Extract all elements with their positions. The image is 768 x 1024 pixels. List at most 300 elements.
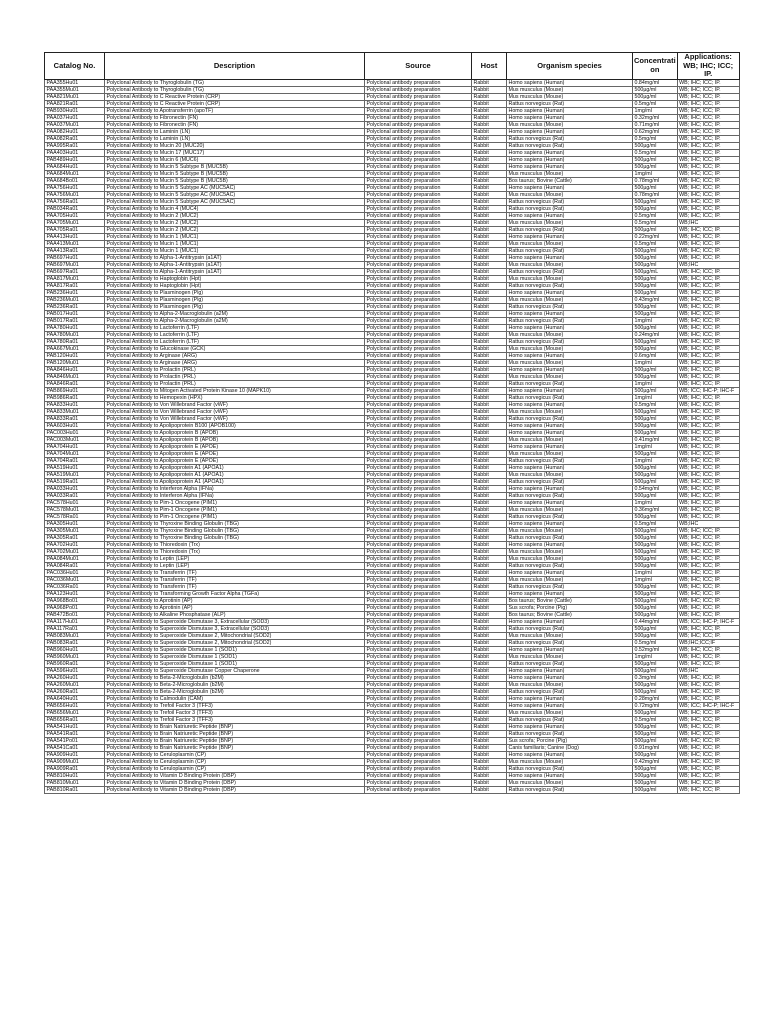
catalog-no-cell: PAA833Mu01 xyxy=(45,408,105,415)
description-cell: Polyclonal Antibody to Thyroxine Binding Globulin (TBG) xyxy=(105,527,365,534)
host-cell: Rabbit xyxy=(472,177,507,184)
host-cell: Rabbit xyxy=(472,625,507,632)
table-row xyxy=(45,142,740,149)
description-cell: Polyclonal Antibody to Trefoil Factor 3 (TFF3) xyxy=(105,716,365,723)
concentration-cell: 500µg/ml xyxy=(633,261,678,268)
catalog-no-cell: PAA821Mu01 xyxy=(45,93,105,100)
applications-cell: WB; IHC; ICC; IP. xyxy=(677,359,739,366)
host-cell: Rabbit xyxy=(472,478,507,485)
catalog-no-cell: PAA082Hu01 xyxy=(45,128,105,135)
concentration-cell: 0.36mg/ml xyxy=(633,506,678,513)
host-cell: Rabbit xyxy=(472,135,507,142)
source-cell: Polyclonal antibody preparation xyxy=(365,709,472,716)
table-row xyxy=(45,100,740,107)
host-cell: Rabbit xyxy=(472,520,507,527)
source-cell: Polyclonal antibody preparation xyxy=(365,373,472,380)
catalog-no-cell: PAA968Bo01 xyxy=(45,597,105,604)
organism-species-cell: Rattus norvegicus (Rat) xyxy=(507,786,633,793)
host-cell: Rabbit xyxy=(472,149,507,156)
table-row xyxy=(45,765,740,772)
source-cell: Polyclonal antibody preparation xyxy=(365,86,472,93)
table-row xyxy=(45,730,740,737)
concentration-cell: 500µg/ml xyxy=(633,660,678,667)
host-cell: Rabbit xyxy=(472,513,507,520)
concentration-cell: 0.5mg/ml xyxy=(633,240,678,247)
organism-species-cell: Mus musculus (Mouse) xyxy=(507,219,633,226)
description-cell: Polyclonal Antibody to Transforming Growth Factor Alpha (TGFa) xyxy=(105,590,365,597)
organism-species-cell: Homo sapiens (Human) xyxy=(507,107,633,114)
concentration-cell: 500µg/ml xyxy=(633,597,678,604)
description-cell: Polyclonal Antibody to Alpha-2-Macroglobulin (a2M) xyxy=(105,310,365,317)
organism-species-cell: Rattus norvegicus (Rat) xyxy=(507,730,633,737)
applications-cell: WB; IHC; ICC; IP. xyxy=(677,380,739,387)
host-cell: Rabbit xyxy=(472,254,507,261)
concentration-cell: 0.78mg/ml xyxy=(633,177,678,184)
applications-cell: WB; IHC; ICC; IP. xyxy=(677,534,739,541)
host-cell: Rabbit xyxy=(472,590,507,597)
catalog-no-cell: PAC036Mu01 xyxy=(45,576,105,583)
organism-species-cell: Rattus norvegicus (Rat) xyxy=(507,639,633,646)
table-row xyxy=(45,625,740,632)
description-cell: Polyclonal Antibody to Pim-1 Oncogene (PIM1) xyxy=(105,499,365,506)
source-cell: Polyclonal antibody preparation xyxy=(365,219,472,226)
host-cell: Rabbit xyxy=(472,653,507,660)
table-row xyxy=(45,219,740,226)
host-cell: Rabbit xyxy=(472,667,507,674)
catalog-no-cell: PAC578Hu01 xyxy=(45,499,105,506)
applications-cell: WB; IHC; ICC; IP. xyxy=(677,744,739,751)
source-cell: Polyclonal antibody preparation xyxy=(365,702,472,709)
catalog-no-cell: PAA596Hu01 xyxy=(45,667,105,674)
organism-species-cell: Sus scrofa; Porcine (Pig) xyxy=(507,737,633,744)
table-row xyxy=(45,226,740,233)
table-row xyxy=(45,506,740,513)
host-cell: Rabbit xyxy=(472,443,507,450)
host-cell: Rabbit xyxy=(472,639,507,646)
table-row xyxy=(45,569,740,576)
concentration-cell: 500µg/ml xyxy=(633,765,678,772)
concentration-cell: 500µg/ml xyxy=(633,429,678,436)
table-row xyxy=(45,478,740,485)
applications-cell: WB; IHC; ICC; IP. xyxy=(677,513,739,520)
description-cell: Polyclonal Antibody to Alpha-1-Antitrypsin (a1AT) xyxy=(105,261,365,268)
source-cell: Polyclonal antibody preparation xyxy=(365,198,472,205)
concentration-cell: 500µg/ml xyxy=(633,730,678,737)
source-cell: Polyclonal antibody preparation xyxy=(365,548,472,555)
applications-cell: WB; IHC; ICC; IP. xyxy=(677,198,739,205)
organism-species-cell: Homo sapiens (Human) xyxy=(507,499,633,506)
source-cell: Polyclonal antibody preparation xyxy=(365,450,472,457)
organism-species-cell: Homo sapiens (Human) xyxy=(507,212,633,219)
table-row xyxy=(45,303,740,310)
organism-species-cell: Mus musculus (Mouse) xyxy=(507,93,633,100)
table-row xyxy=(45,198,740,205)
source-cell: Polyclonal antibody preparation xyxy=(365,625,472,632)
source-cell: Polyclonal antibody preparation xyxy=(365,387,472,394)
description-cell: Polyclonal Antibody to Beta-2-Microglobulin (b2M) xyxy=(105,688,365,695)
source-cell: Polyclonal antibody preparation xyxy=(365,758,472,765)
catalog-no-cell: PAB017Ra01 xyxy=(45,317,105,324)
catalog-no-cell: PAC003Mu01 xyxy=(45,436,105,443)
catalog-no-cell: PAA846Mu01 xyxy=(45,373,105,380)
organism-species-cell: Mus musculus (Mouse) xyxy=(507,653,633,660)
applications-cell: WB; IHC; ICC; IP. xyxy=(677,247,739,254)
source-cell: Polyclonal antibody preparation xyxy=(365,429,472,436)
catalog-no-cell: PAA260Ra01 xyxy=(45,688,105,695)
applications-cell: WB; IHC; ICC; IP. xyxy=(677,345,739,352)
host-cell: Rabbit xyxy=(472,268,507,275)
applications-cell: WB; IHC; ICC; IP. xyxy=(677,541,739,548)
concentration-cell: 0.5mg/ml xyxy=(633,520,678,527)
catalog-no-cell: PAA846Hu01 xyxy=(45,366,105,373)
catalog-no-cell: PAB236Mu01 xyxy=(45,296,105,303)
table-row xyxy=(45,527,740,534)
applications-cell: WB; IHC; ICC; IP. xyxy=(677,240,739,247)
catalog-no-cell: PAB489Hu01 xyxy=(45,156,105,163)
concentration-cell: 500µg/ml xyxy=(633,324,678,331)
organism-species-cell: Rattus norvegicus (Rat) xyxy=(507,317,633,324)
catalog-no-cell: PAA833Hu01 xyxy=(45,401,105,408)
table-header xyxy=(45,53,740,80)
description-cell: Polyclonal Antibody to Apolipoprotein E (APOE) xyxy=(105,457,365,464)
catalog-no-cell: PAA519Mu01 xyxy=(45,471,105,478)
applications-cell: WB; IHC; ICC; IP. xyxy=(677,674,739,681)
catalog-no-cell: PAB236Ra01 xyxy=(45,303,105,310)
host-cell: Rabbit xyxy=(472,716,507,723)
organism-species-cell: Rattus norvegicus (Rat) xyxy=(507,765,633,772)
table-row xyxy=(45,716,740,723)
host-cell: Rabbit xyxy=(472,618,507,625)
applications-cell: WB;IHC xyxy=(677,261,739,268)
organism-species-cell: Rattus norvegicus (Rat) xyxy=(507,716,633,723)
applications-cell: WB; IHC; ICC; IP. xyxy=(677,632,739,639)
applications-cell: WB; IHC; ICC; IP. xyxy=(677,499,739,506)
concentration-cell: 500µg/ml xyxy=(633,548,678,555)
organism-species-cell: Sus scrofa; Porcine (Pig) xyxy=(507,604,633,611)
table-row xyxy=(45,366,740,373)
catalog-no-cell: PAB930Hu01 xyxy=(45,107,105,114)
organism-species-cell: Mus musculus (Mouse) xyxy=(507,408,633,415)
description-cell: Polyclonal Antibody to C Reactive Protein (CRP) xyxy=(105,93,365,100)
table-row xyxy=(45,191,740,198)
host-cell: Rabbit xyxy=(472,79,507,86)
header-applications: Applications: WB; IHC; ICC; IP. xyxy=(677,53,739,80)
concentration-cell: 0.32mg/ml xyxy=(633,114,678,121)
catalog-no-cell: PAA756Hu01 xyxy=(45,184,105,191)
description-cell: Polyclonal Antibody to Hemopexin (HPX) xyxy=(105,394,365,401)
host-cell: Rabbit xyxy=(472,702,507,709)
concentration-cell: 500µg/ml xyxy=(633,534,678,541)
source-cell: Polyclonal antibody preparation xyxy=(365,436,472,443)
organism-species-cell: Rattus norvegicus (Rat) xyxy=(507,205,633,212)
organism-species-cell: Rattus norvegicus (Rat) xyxy=(507,282,633,289)
organism-species-cell: Rattus norvegicus (Rat) xyxy=(507,142,633,149)
organism-species-cell: Rattus norvegicus (Rat) xyxy=(507,562,633,569)
catalog-no-cell: PAA995Ra01 xyxy=(45,142,105,149)
organism-species-cell: Mus musculus (Mouse) xyxy=(507,359,633,366)
host-cell: Rabbit xyxy=(472,660,507,667)
concentration-cell: 500µg/ml xyxy=(633,289,678,296)
concentration-cell: 500µg/ml xyxy=(633,471,678,478)
concentration-cell: 0.5mg/ml xyxy=(633,149,678,156)
applications-cell: WB; IHC; ICC; IP. xyxy=(677,338,739,345)
source-cell: Polyclonal antibody preparation xyxy=(365,128,472,135)
organism-species-cell: Homo sapiens (Human) xyxy=(507,184,633,191)
description-cell: Polyclonal Antibody to Lactoferrin (LTF) xyxy=(105,338,365,345)
organism-species-cell: Canis familiaris; Canine (Dog) xyxy=(507,744,633,751)
organism-species-cell: Homo sapiens (Human) xyxy=(507,695,633,702)
host-cell: Rabbit xyxy=(472,191,507,198)
description-cell: Polyclonal Antibody to Trefoil Factor 3 (TFF3) xyxy=(105,702,365,709)
applications-cell: WB; IHC; ICC; IP. xyxy=(677,282,739,289)
catalog-no-cell: PAC003Hu01 xyxy=(45,429,105,436)
description-cell: Polyclonal Antibody to Vitamin D Binding Protein (DBP) xyxy=(105,779,365,786)
catalog-no-cell: PAA846Ra01 xyxy=(45,380,105,387)
host-cell: Rabbit xyxy=(472,681,507,688)
host-cell: Rabbit xyxy=(472,387,507,394)
organism-species-cell: Bos taurus; Bovine (Cattle) xyxy=(507,611,633,618)
applications-cell: WB; IHC; ICC; IP. xyxy=(677,79,739,86)
catalog-no-cell: PAB656Ra01 xyxy=(45,716,105,723)
description-cell: Polyclonal Antibody to Von Willebrand Factor (vWF) xyxy=(105,415,365,422)
host-cell: Rabbit xyxy=(472,170,507,177)
source-cell: Polyclonal antibody preparation xyxy=(365,268,472,275)
source-cell: Polyclonal antibody preparation xyxy=(365,114,472,121)
catalog-no-cell: PAC036Hu01 xyxy=(45,569,105,576)
catalog-no-cell: PAB697Ra01 xyxy=(45,268,105,275)
organism-species-cell: Rattus norvegicus (Rat) xyxy=(507,380,633,387)
description-cell: Polyclonal Antibody to Brain Natriuretic Peptide (BNP) xyxy=(105,730,365,737)
source-cell: Polyclonal antibody preparation xyxy=(365,632,472,639)
host-cell: Rabbit xyxy=(472,506,507,513)
source-cell: Polyclonal antibody preparation xyxy=(365,177,472,184)
description-cell: Polyclonal Antibody to Pim-1 Oncogene (PIM1) xyxy=(105,506,365,513)
host-cell: Rabbit xyxy=(472,86,507,93)
source-cell: Polyclonal antibody preparation xyxy=(365,394,472,401)
applications-cell: WB; IHC; ICC; IP. xyxy=(677,212,739,219)
source-cell: Polyclonal antibody preparation xyxy=(365,324,472,331)
source-cell: Polyclonal antibody preparation xyxy=(365,142,472,149)
organism-species-cell: Rattus norvegicus (Rat) xyxy=(507,100,633,107)
organism-species-cell: Mus musculus (Mouse) xyxy=(507,681,633,688)
source-cell: Polyclonal antibody preparation xyxy=(365,485,472,492)
host-cell: Rabbit xyxy=(472,261,507,268)
catalog-no-cell: PAA821Ra01 xyxy=(45,100,105,107)
host-cell: Rabbit xyxy=(472,408,507,415)
applications-cell: WB; IHC; ICC; IP. xyxy=(677,156,739,163)
organism-species-cell: Homo sapiens (Human) xyxy=(507,674,633,681)
description-cell: Polyclonal Antibody to Mucin 20 (MUC20) xyxy=(105,142,365,149)
applications-cell: WB; IHC; ICC; IP. xyxy=(677,107,739,114)
host-cell: Rabbit xyxy=(472,184,507,191)
catalog-no-cell: PAA519Ra01 xyxy=(45,478,105,485)
applications-cell: WB; IHC; ICC; IP. xyxy=(677,695,739,702)
concentration-cell: 500µg/ml xyxy=(633,184,678,191)
organism-species-cell: Mus musculus (Mouse) xyxy=(507,779,633,786)
applications-cell: WB; IHC; ICC; IP. xyxy=(677,709,739,716)
source-cell: Polyclonal antibody preparation xyxy=(365,513,472,520)
host-cell: Rabbit xyxy=(472,380,507,387)
concentration-cell: 0.5mg/ml xyxy=(633,219,678,226)
organism-species-cell: Homo sapiens (Human) xyxy=(507,156,633,163)
source-cell: Polyclonal antibody preparation xyxy=(365,590,472,597)
table-row xyxy=(45,667,740,674)
host-cell: Rabbit xyxy=(472,163,507,170)
table-row xyxy=(45,513,740,520)
source-cell: Polyclonal antibody preparation xyxy=(365,674,472,681)
description-cell: Polyclonal Antibody to Superoxide Dismutase Copper Chaperone xyxy=(105,667,365,674)
concentration-cell: 500µg/ml xyxy=(633,303,678,310)
catalog-no-cell: PAA305Ra01 xyxy=(45,534,105,541)
concentration-cell: 500µg/ml xyxy=(633,772,678,779)
source-cell: Polyclonal antibody preparation xyxy=(365,786,472,793)
organism-species-cell: Mus musculus (Mouse) xyxy=(507,191,633,198)
concentration-cell: 500µg/ml xyxy=(633,86,678,93)
host-cell: Rabbit xyxy=(472,415,507,422)
applications-cell: WB; IHC; ICC; IP. xyxy=(677,660,739,667)
host-cell: Rabbit xyxy=(472,758,507,765)
applications-cell: WB; IHC; ICC; IP. xyxy=(677,268,739,275)
source-cell: Polyclonal antibody preparation xyxy=(365,93,472,100)
description-cell: Polyclonal Antibody to Laminin (LN) xyxy=(105,128,365,135)
applications-cell: WB; IHC; ICC; IP. xyxy=(677,303,739,310)
catalog-no-cell: PAA413Hu01 xyxy=(45,233,105,240)
organism-species-cell: Homo sapiens (Human) xyxy=(507,464,633,471)
catalog-no-cell: PAB017Hu01 xyxy=(45,310,105,317)
organism-species-cell: Rattus norvegicus (Rat) xyxy=(507,688,633,695)
host-cell: Rabbit xyxy=(472,688,507,695)
table-row xyxy=(45,485,740,492)
catalog-no-cell: PAB697Hu01 xyxy=(45,254,105,261)
description-cell: Polyclonal Antibody to Mucin 5 Subtype B (MUC5B) xyxy=(105,163,365,170)
description-cell: Polyclonal Antibody to Superoxide Dismutase 2, Mitochondrial (SOD2) xyxy=(105,639,365,646)
host-cell: Rabbit xyxy=(472,457,507,464)
table-row xyxy=(45,93,740,100)
catalog-no-cell: PAA780Mu01 xyxy=(45,331,105,338)
table-row xyxy=(45,548,740,555)
organism-species-cell: Homo sapiens (Human) xyxy=(507,352,633,359)
host-cell: Rabbit xyxy=(472,240,507,247)
source-cell: Polyclonal antibody preparation xyxy=(365,310,472,317)
concentration-cell: 1mg/ml xyxy=(633,499,678,506)
header-row xyxy=(45,53,740,80)
catalog-no-cell: PAA684Mu01 xyxy=(45,170,105,177)
catalog-no-cell: PAA833Ra01 xyxy=(45,415,105,422)
description-cell: Polyclonal Antibody to Alpha-2-Macroglobulin (a2M) xyxy=(105,317,365,324)
source-cell: Polyclonal antibody preparation xyxy=(365,569,472,576)
host-cell: Rabbit xyxy=(472,219,507,226)
concentration-cell: 500µg/ml xyxy=(633,583,678,590)
source-cell: Polyclonal antibody preparation xyxy=(365,562,472,569)
concentration-cell: 0.6mg/ml xyxy=(633,352,678,359)
table-row xyxy=(45,457,740,464)
description-cell: Polyclonal Antibody to Brain Natriuretic Peptide (BNP) xyxy=(105,744,365,751)
catalog-no-cell: PAA117Ra01 xyxy=(45,625,105,632)
concentration-cell: 0.62mg/ml xyxy=(633,128,678,135)
concentration-cell: 0.5mg/ml xyxy=(633,212,678,219)
host-cell: Rabbit xyxy=(472,156,507,163)
host-cell: Rabbit xyxy=(472,114,507,121)
applications-cell: WB; IHC; ICC; IP. xyxy=(677,422,739,429)
catalog-no-cell: PAA413Ra01 xyxy=(45,247,105,254)
source-cell: Polyclonal antibody preparation xyxy=(365,191,472,198)
host-cell: Rabbit xyxy=(472,345,507,352)
catalog-no-cell: PAC036Ra01 xyxy=(45,583,105,590)
description-cell: Polyclonal Antibody to Thioredoxin (Trx) xyxy=(105,541,365,548)
concentration-cell: 500µg/ml xyxy=(633,541,678,548)
header-source: Source xyxy=(365,53,472,80)
catalog-no-cell: PAA667Mu01 xyxy=(45,345,105,352)
table-row xyxy=(45,653,740,660)
catalog-no-cell: PAA909Hu01 xyxy=(45,751,105,758)
catalog-no-cell: PAB960Ra01 xyxy=(45,660,105,667)
organism-species-cell: Homo sapiens (Human) xyxy=(507,569,633,576)
applications-cell: WB; IHC; ICC; IP. xyxy=(677,401,739,408)
applications-cell: WB; IHC; ICC; IP. xyxy=(677,142,739,149)
source-cell: Polyclonal antibody preparation xyxy=(365,765,472,772)
catalog-no-cell: PAA037Mu01 xyxy=(45,121,105,128)
description-cell: Polyclonal Antibody to Transferrin (TF) xyxy=(105,576,365,583)
source-cell: Polyclonal antibody preparation xyxy=(365,772,472,779)
table-row xyxy=(45,562,740,569)
table-row xyxy=(45,709,740,716)
concentration-cell: 500µg/ml xyxy=(633,163,678,170)
catalog-no-cell: PAA780Hu01 xyxy=(45,324,105,331)
description-cell: Polyclonal Antibody to Thioredoxin (Trx) xyxy=(105,548,365,555)
table-row xyxy=(45,79,740,86)
table-row xyxy=(45,240,740,247)
catalog-no-cell: PAA084Ra01 xyxy=(45,562,105,569)
host-cell: Rabbit xyxy=(472,352,507,359)
table-row xyxy=(45,135,740,142)
table-row xyxy=(45,737,740,744)
host-cell: Rabbit xyxy=(472,100,507,107)
concentration-cell: 500µg/ml xyxy=(633,387,678,394)
organism-species-cell: Homo sapiens (Human) xyxy=(507,429,633,436)
table-row xyxy=(45,541,740,548)
table-row xyxy=(45,597,740,604)
applications-cell: WB; IHC; ICC; IP. xyxy=(677,576,739,583)
source-cell: Polyclonal antibody preparation xyxy=(365,751,472,758)
organism-species-cell: Rattus norvegicus (Rat) xyxy=(507,457,633,464)
concentration-cell: 500µg/ml xyxy=(633,555,678,562)
source-cell: Polyclonal antibody preparation xyxy=(365,366,472,373)
organism-species-cell: Rattus norvegicus (Rat) xyxy=(507,338,633,345)
description-cell: Polyclonal Antibody to Fibronectin (FN) xyxy=(105,114,365,121)
catalog-no-cell: PAB083Mu01 xyxy=(45,632,105,639)
catalog-no-cell: PAA756Ra01 xyxy=(45,198,105,205)
catalog-no-cell: PAA541Ra01 xyxy=(45,730,105,737)
catalog-no-cell: PAB810Mu01 xyxy=(45,779,105,786)
applications-cell: WB; IHC; ICC; IP. xyxy=(677,366,739,373)
applications-cell: WB; IHC; ICC; IP. xyxy=(677,100,739,107)
catalog-no-cell: PAB656Mu01 xyxy=(45,709,105,716)
catalog-no-cell: PAA704Ra01 xyxy=(45,457,105,464)
concentration-cell: 500µg/ml xyxy=(633,751,678,758)
host-cell: Rabbit xyxy=(472,779,507,786)
host-cell: Rabbit xyxy=(472,709,507,716)
applications-cell: WB;IHC xyxy=(677,219,739,226)
description-cell: Polyclonal Antibody to Aprotinin (AP) xyxy=(105,597,365,604)
organism-species-cell: Homo sapiens (Human) xyxy=(507,422,633,429)
description-cell: Polyclonal Antibody to Alpha-1-Antitrypsin (a1AT) xyxy=(105,268,365,275)
applications-cell: WB; IHC; ICC; IP. xyxy=(677,296,739,303)
source-cell: Polyclonal antibody preparation xyxy=(365,723,472,730)
host-cell: Rabbit xyxy=(472,786,507,793)
concentration-cell: 0.22mg/ml xyxy=(633,233,678,240)
description-cell: Polyclonal Antibody to Apolipoprotein B100 (APOB100) xyxy=(105,422,365,429)
source-cell: Polyclonal antibody preparation xyxy=(365,520,472,527)
